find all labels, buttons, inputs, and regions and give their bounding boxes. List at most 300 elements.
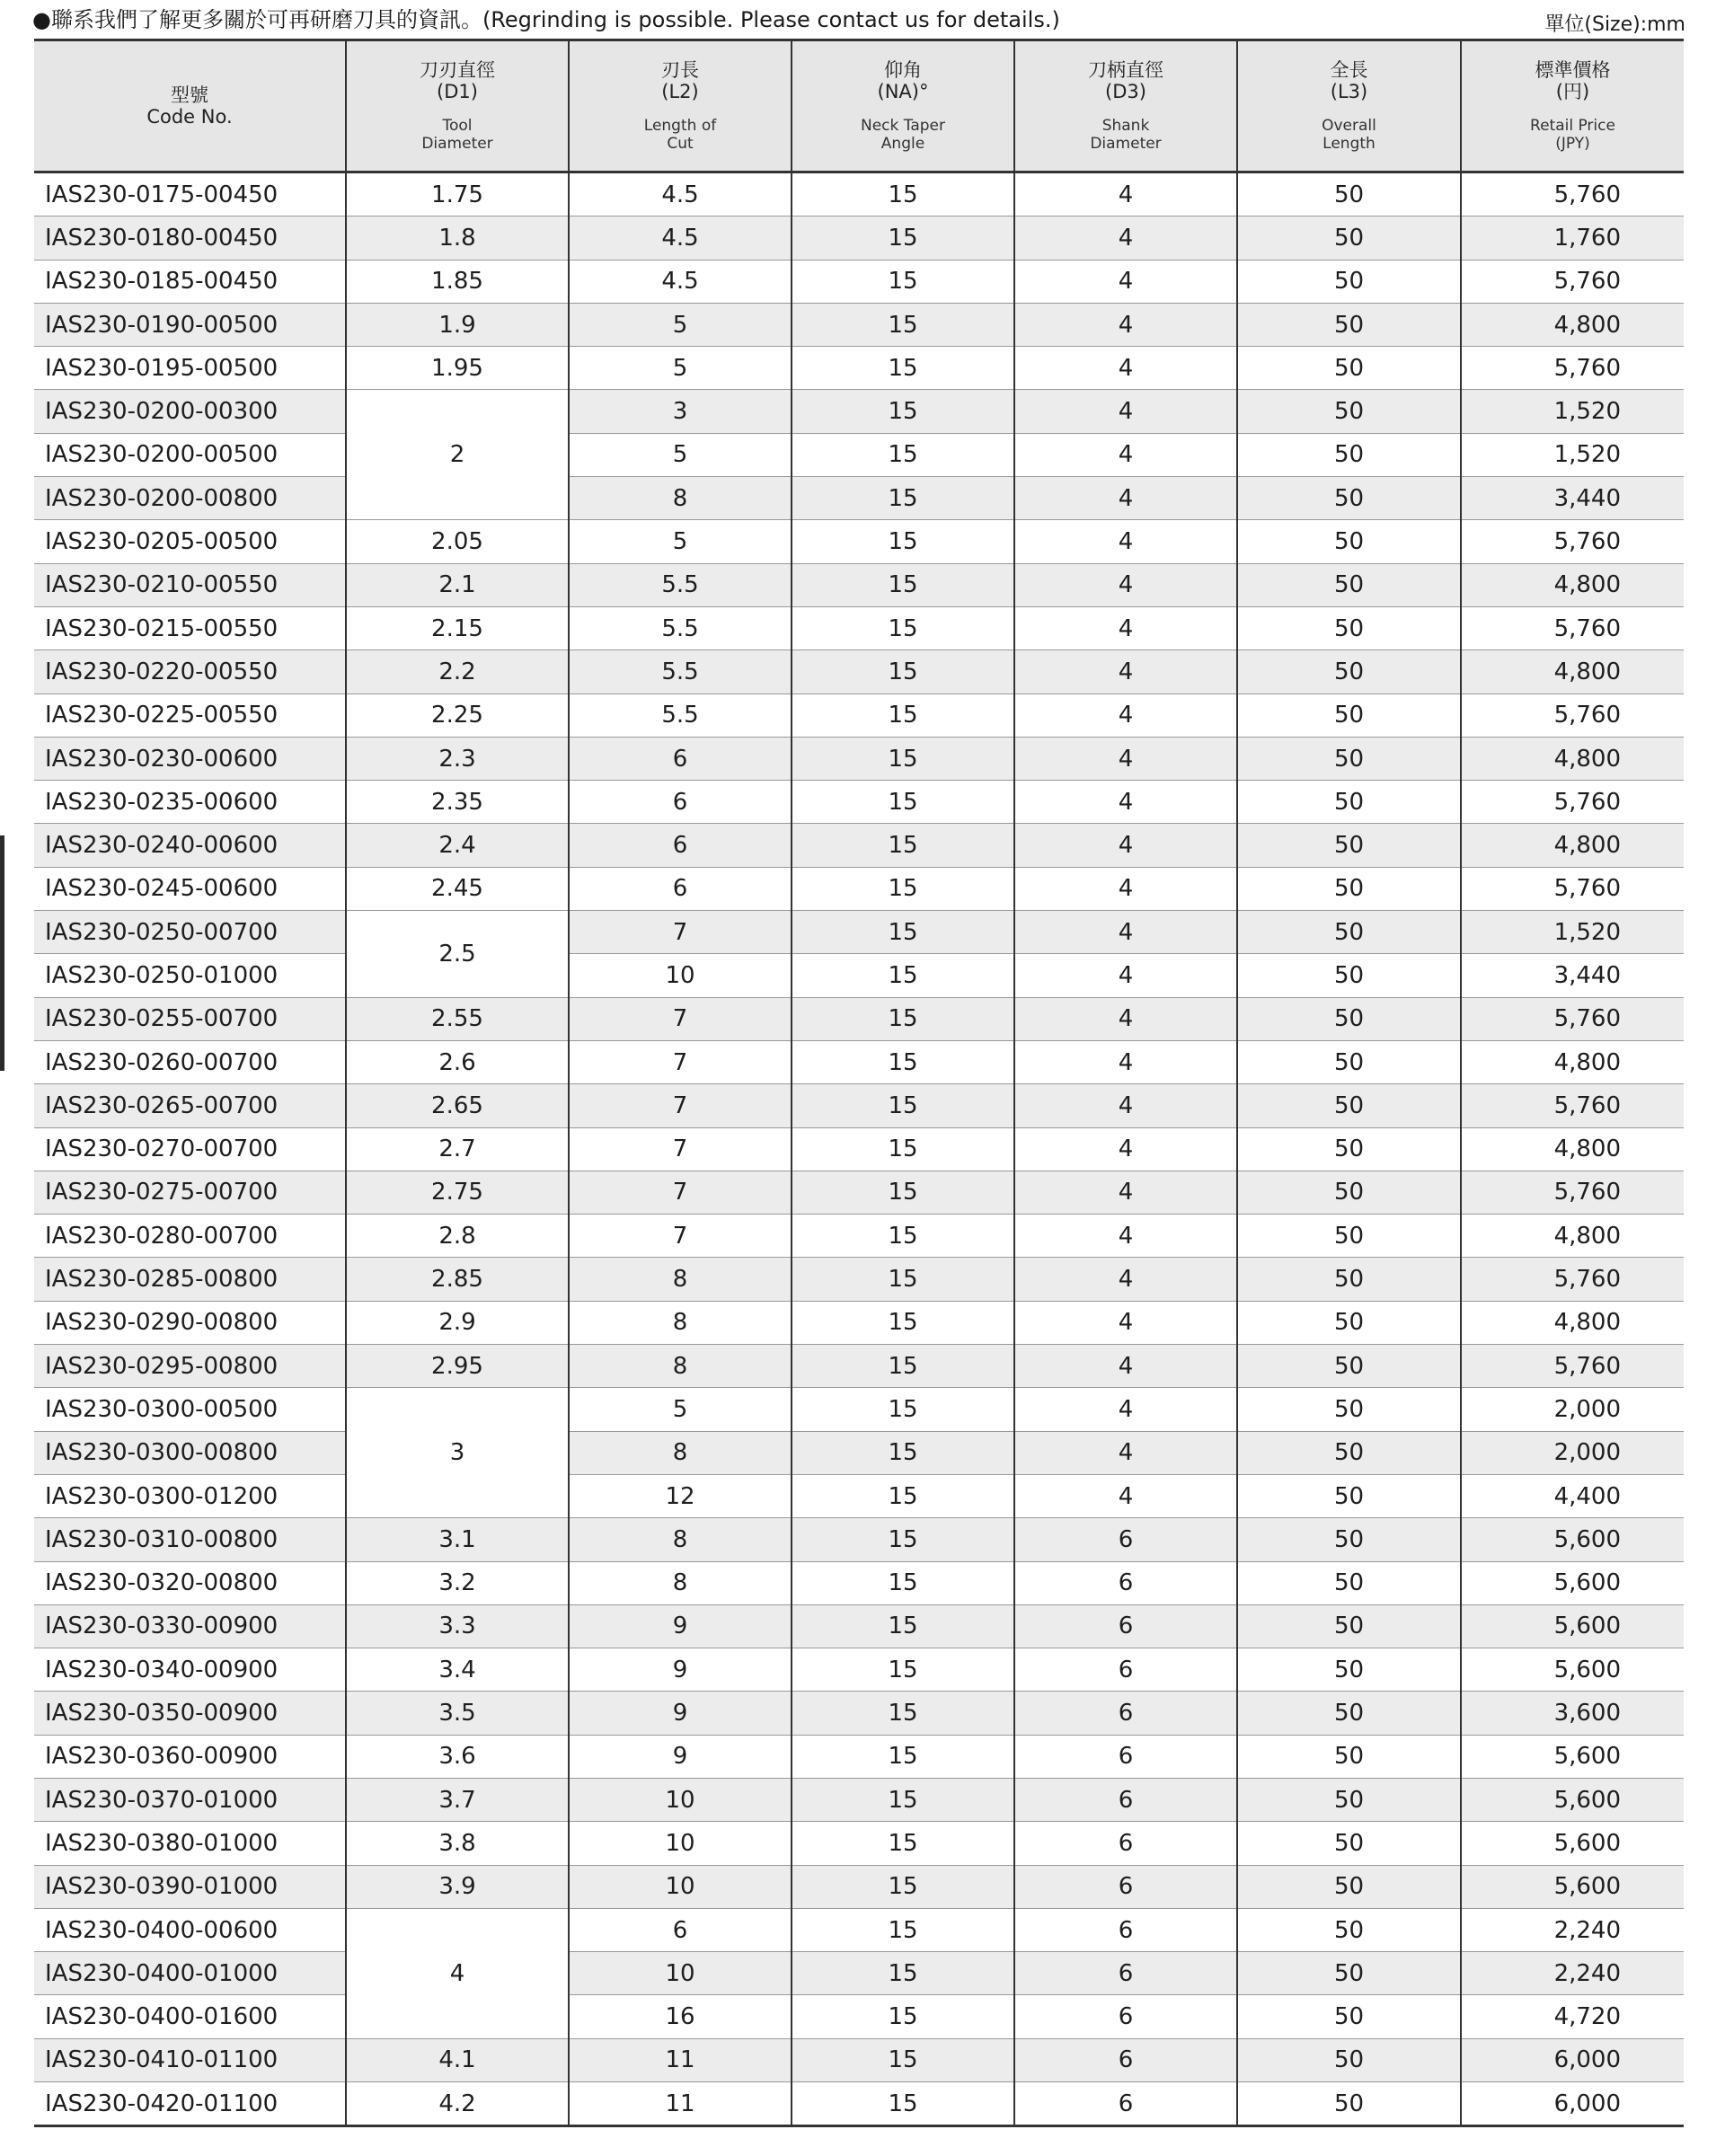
cell-retail-price: 4,800 [1461,650,1684,694]
cell-code-no: IAS230-0205-00500 [34,520,346,563]
cell-tool-diameter: 3.5 [346,1692,569,1735]
cell-neck-taper-angle: 15 [792,1084,1014,1127]
cell-length-of-cut: 8 [569,1258,792,1301]
cell-overall-length: 50 [1237,781,1461,824]
cell-neck-taper-angle: 15 [792,1995,1014,2038]
cell-overall-length: 50 [1237,1865,1461,1908]
cell-overall-length: 50 [1237,1822,1461,1865]
cell-shank-diameter: 4 [1014,1084,1237,1127]
table-row [34,1215,1684,1258]
cell-shank-diameter: 6 [1014,1648,1237,1692]
cell-retail-price: 4,800 [1461,824,1684,867]
cell-length-of-cut: 11 [569,2082,792,2126]
cell-length-of-cut: 16 [569,1995,792,2038]
cell-code-no: IAS230-0390-01000 [34,1865,346,1908]
cell-shank-diameter: 6 [1014,2038,1237,2081]
cell-neck-taper-angle: 15 [792,954,1014,997]
cell-neck-taper-angle: 15 [792,1040,1014,1083]
cell-shank-diameter: 4 [1014,1171,1237,1214]
cell-retail-price: 5,600 [1461,1735,1684,1778]
cell-code-no: IAS230-0175-00450 [34,172,346,216]
table-row [34,1345,1684,1388]
table-row [34,911,1684,954]
cell-retail-price: 4,800 [1461,563,1684,606]
cell-overall-length: 50 [1237,1474,1461,1517]
header-overall-length [1237,40,1461,172]
cell-overall-length: 50 [1237,1648,1461,1692]
cell-overall-length: 50 [1237,1735,1461,1778]
cell-shank-diameter: 4 [1014,1474,1237,1517]
cell-code-no: IAS230-0300-00500 [34,1388,346,1431]
cell-retail-price: 5,760 [1461,694,1684,737]
cell-code-no: IAS230-0275-00700 [34,1171,346,1214]
table-row [34,650,1684,694]
cell-overall-length: 50 [1237,347,1461,390]
unit-label: 單位(Size):mm [1544,13,1685,36]
cell-code-no: IAS230-0245-00600 [34,867,346,910]
cell-retail-price: 5,760 [1461,867,1684,910]
cell-length-of-cut: 9 [569,1648,792,1692]
cell-neck-taper-angle: 15 [792,1215,1014,1258]
cell-overall-length: 50 [1237,694,1461,737]
table-row [34,1952,1684,1995]
cell-tool-diameter: 4 [346,1908,569,2038]
cell-length-of-cut: 8 [569,1431,792,1474]
cell-length-of-cut: 7 [569,997,792,1040]
cell-length-of-cut: 6 [569,1908,792,1951]
cell-overall-length: 50 [1237,1431,1461,1474]
cell-tool-diameter: 1.9 [346,303,569,346]
cell-tool-diameter: 2.7 [346,1127,569,1171]
table-row [34,694,1684,737]
table-row [34,737,1684,780]
cell-code-no: IAS230-0200-00300 [34,390,346,433]
cell-length-of-cut: 8 [569,1345,792,1388]
cell-retail-price: 5,760 [1461,172,1684,216]
cell-tool-diameter: 2.1 [346,563,569,606]
cell-overall-length: 50 [1237,2082,1461,2126]
cell-code-no: IAS230-0360-00900 [34,1735,346,1778]
cell-code-no: IAS230-0195-00500 [34,347,346,390]
header-sublabel: Shank Diameter [1090,117,1162,153]
cell-shank-diameter: 6 [1014,1561,1237,1604]
cell-code-no: IAS230-0290-00800 [34,1301,346,1344]
table-row [34,1865,1684,1908]
cell-length-of-cut: 7 [569,1171,792,1214]
cell-shank-diameter: 4 [1014,1345,1237,1388]
cell-neck-taper-angle: 15 [792,520,1014,563]
cell-neck-taper-angle: 15 [792,1604,1014,1648]
cell-overall-length: 50 [1237,997,1461,1040]
cell-code-no: IAS230-0370-01000 [34,1778,346,1821]
table-row [34,1431,1684,1474]
table-row [34,1084,1684,1127]
cell-tool-diameter: 2.15 [346,606,569,649]
cell-code-no: IAS230-0235-00600 [34,781,346,824]
cell-length-of-cut: 5.5 [569,650,792,694]
cell-tool-diameter: 2.8 [346,1215,569,1258]
cell-overall-length: 50 [1237,216,1461,260]
specification-table [34,39,1684,2127]
cell-tool-diameter: 3.9 [346,1865,569,1908]
cell-length-of-cut: 6 [569,824,792,867]
cell-length-of-cut: 7 [569,1127,792,1171]
cell-code-no: IAS230-0350-00900 [34,1692,346,1735]
cell-tool-diameter: 3.3 [346,1604,569,1648]
cell-overall-length: 50 [1237,1604,1461,1648]
cell-neck-taper-angle: 15 [792,1345,1014,1388]
cell-tool-diameter: 2.2 [346,650,569,694]
cell-overall-length: 50 [1237,1778,1461,1821]
cell-shank-diameter: 6 [1014,1908,1237,1951]
cell-neck-taper-angle: 15 [792,1258,1014,1301]
cell-code-no: IAS230-0200-00800 [34,477,346,520]
table-row [34,1908,1684,1951]
table-row [34,477,1684,520]
cell-neck-taper-angle: 15 [792,824,1014,867]
cell-overall-length: 50 [1237,1084,1461,1127]
cell-shank-diameter: 4 [1014,1388,1237,1431]
cell-overall-length: 50 [1237,1908,1461,1951]
cell-overall-length: 50 [1237,1040,1461,1083]
cell-shank-diameter: 4 [1014,433,1237,476]
cell-retail-price: 1,760 [1461,216,1684,260]
cell-code-no: IAS230-0200-00500 [34,433,346,476]
table-row [34,1040,1684,1083]
cell-neck-taper-angle: 15 [792,1865,1014,1908]
cell-neck-taper-angle: 15 [792,1778,1014,1821]
cell-shank-diameter: 4 [1014,347,1237,390]
cell-tool-diameter: 2.75 [346,1171,569,1214]
table-row [34,1474,1684,1517]
table-row [34,1648,1684,1692]
cell-retail-price: 5,600 [1461,1865,1684,1908]
cell-shank-diameter: 4 [1014,216,1237,260]
cell-overall-length: 50 [1237,824,1461,867]
cell-length-of-cut: 7 [569,1040,792,1083]
cell-shank-diameter: 6 [1014,1518,1237,1561]
cell-code-no: IAS230-0210-00550 [34,563,346,606]
cell-tool-diameter: 3.6 [346,1735,569,1778]
cell-shank-diameter: 4 [1014,737,1237,780]
header-label-en: (L2) [661,81,699,102]
cell-retail-price: 5,760 [1461,1258,1684,1301]
cell-length-of-cut: 9 [569,1692,792,1735]
cell-neck-taper-angle: 15 [792,1735,1014,1778]
cell-tool-diameter: 2.9 [346,1301,569,1344]
cell-neck-taper-angle: 15 [792,1171,1014,1214]
cell-neck-taper-angle: 15 [792,216,1014,260]
cell-neck-taper-angle: 15 [792,1692,1014,1735]
cell-shank-diameter: 4 [1014,1040,1237,1083]
cell-overall-length: 50 [1237,563,1461,606]
cell-shank-diameter: 4 [1014,867,1237,910]
cell-tool-diameter: 4.1 [346,2038,569,2081]
header-sublabel: Tool Diameter [421,117,493,153]
cell-overall-length: 50 [1237,1561,1461,1604]
header-label-jp: 標準價格 [1535,59,1611,81]
header-code-no [34,40,346,172]
cell-code-no: IAS230-0265-00700 [34,1084,346,1127]
regrinding-note: ●聯系我們了解更多關於可再研磨刀具的資訊。(Regrinding is possible. Please contact us for details.) [32,7,1060,32]
cell-shank-diameter: 4 [1014,911,1237,954]
cell-length-of-cut: 12 [569,1474,792,1517]
cell-neck-taper-angle: 15 [792,390,1014,433]
header-label-en: (L3) [1330,81,1368,102]
cell-code-no: IAS230-0410-01100 [34,2038,346,2081]
cell-retail-price: 5,760 [1461,260,1684,303]
cell-retail-price: 3,440 [1461,954,1684,997]
table-row [34,563,1684,606]
cell-code-no: IAS230-0225-00550 [34,694,346,737]
cell-retail-price: 5,760 [1461,606,1684,649]
cell-tool-diameter: 3 [346,1388,569,1518]
header-label-en: (D3) [1105,81,1146,102]
cell-tool-diameter: 3.4 [346,1648,569,1692]
cell-length-of-cut: 9 [569,1735,792,1778]
cell-neck-taper-angle: 15 [792,781,1014,824]
cell-code-no: IAS230-0400-00600 [34,1908,346,1951]
header-shank-diameter [1014,40,1237,172]
cell-retail-price: 1,520 [1461,433,1684,476]
cell-length-of-cut: 4.5 [569,172,792,216]
table-row [34,172,1684,216]
table-row [34,1692,1684,1735]
cell-shank-diameter: 4 [1014,997,1237,1040]
side-tab-marker [0,835,4,1071]
cell-code-no: IAS230-0330-00900 [34,1604,346,1648]
cell-length-of-cut: 6 [569,737,792,780]
cell-overall-length: 50 [1237,1127,1461,1171]
cell-length-of-cut: 5.5 [569,563,792,606]
cell-overall-length: 50 [1237,1301,1461,1344]
cell-length-of-cut: 10 [569,1822,792,1865]
cell-retail-price: 2,240 [1461,1952,1684,1995]
cell-code-no: IAS230-0250-00700 [34,911,346,954]
header-label-jp: 仰角 [884,59,922,81]
table-row [34,1604,1684,1648]
cell-neck-taper-angle: 15 [792,172,1014,216]
cell-length-of-cut: 10 [569,954,792,997]
cell-length-of-cut: 5 [569,303,792,346]
cell-code-no: IAS230-0285-00800 [34,1258,346,1301]
cell-tool-diameter: 3.2 [346,1561,569,1604]
cell-neck-taper-angle: 15 [792,2082,1014,2126]
cell-retail-price: 5,600 [1461,1518,1684,1561]
cell-length-of-cut: 5.5 [569,606,792,649]
cell-overall-length: 50 [1237,172,1461,216]
table-row [34,1822,1684,1865]
cell-overall-length: 50 [1237,737,1461,780]
header-neck-taper-angle [792,40,1014,172]
cell-length-of-cut: 11 [569,2038,792,2081]
cell-shank-diameter: 4 [1014,650,1237,694]
cell-neck-taper-angle: 15 [792,1822,1014,1865]
cell-code-no: IAS230-0340-00900 [34,1648,346,1692]
cell-shank-diameter: 4 [1014,781,1237,824]
cell-tool-diameter: 2.85 [346,1258,569,1301]
header-label-en: (D1) [437,81,478,102]
header-row [34,40,1684,172]
cell-length-of-cut: 5 [569,520,792,563]
cell-retail-price: 5,600 [1461,1648,1684,1692]
cell-code-no: IAS230-0270-00700 [34,1127,346,1171]
cell-overall-length: 50 [1237,477,1461,520]
cell-tool-diameter: 1.75 [346,172,569,216]
cell-neck-taper-angle: 15 [792,260,1014,303]
cell-shank-diameter: 4 [1014,1431,1237,1474]
cell-code-no: IAS230-0310-00800 [34,1518,346,1561]
cell-tool-diameter: 2.55 [346,997,569,1040]
table-row [34,1127,1684,1171]
cell-retail-price: 2,000 [1461,1431,1684,1474]
table-row [34,1518,1684,1561]
cell-code-no: IAS230-0250-01000 [34,954,346,997]
cell-code-no: IAS230-0215-00550 [34,606,346,649]
cell-retail-price: 4,800 [1461,303,1684,346]
cell-retail-price: 3,600 [1461,1692,1684,1735]
cell-shank-diameter: 4 [1014,1258,1237,1301]
cell-code-no: IAS230-0185-00450 [34,260,346,303]
cell-length-of-cut: 10 [569,1778,792,1821]
cell-neck-taper-angle: 15 [792,1127,1014,1171]
header-length-of-cut [569,40,792,172]
table-row [34,303,1684,346]
cell-shank-diameter: 4 [1014,1127,1237,1171]
cell-code-no: IAS230-0400-01000 [34,1952,346,1995]
cell-neck-taper-angle: 15 [792,2038,1014,2081]
cell-retail-price: 5,600 [1461,1778,1684,1821]
cell-tool-diameter: 2.3 [346,737,569,780]
header-label-jp: 刀刃直徑 [420,59,495,81]
cell-length-of-cut: 3 [569,390,792,433]
cell-length-of-cut: 5 [569,347,792,390]
cell-overall-length: 50 [1237,1952,1461,1995]
cell-shank-diameter: 4 [1014,824,1237,867]
header-sublabel: Neck Taper Angle [861,117,945,153]
table-body [34,172,1684,2126]
cell-shank-diameter: 4 [1014,694,1237,737]
cell-neck-taper-angle: 15 [792,1388,1014,1431]
cell-neck-taper-angle: 15 [792,997,1014,1040]
table-row [34,390,1684,433]
cell-shank-diameter: 4 [1014,172,1237,216]
table-row [34,433,1684,476]
cell-length-of-cut: 4.5 [569,260,792,303]
cell-neck-taper-angle: 15 [792,911,1014,954]
cell-length-of-cut: 6 [569,867,792,910]
cell-neck-taper-angle: 15 [792,1431,1014,1474]
cell-code-no: IAS230-0400-01600 [34,1995,346,2038]
cell-overall-length: 50 [1237,867,1461,910]
cell-retail-price: 4,800 [1461,737,1684,780]
cell-overall-length: 50 [1237,1995,1461,2038]
cell-overall-length: 50 [1237,1692,1461,1735]
cell-code-no: IAS230-0280-00700 [34,1215,346,1258]
cell-overall-length: 50 [1237,650,1461,694]
cell-length-of-cut: 8 [569,477,792,520]
cell-code-no: IAS230-0230-00600 [34,737,346,780]
header-label-en: Code No. [146,106,233,128]
header-sublabel: Length of Cut [643,117,717,153]
cell-shank-diameter: 4 [1014,1215,1237,1258]
cell-overall-length: 50 [1237,1171,1461,1214]
cell-tool-diameter: 2.35 [346,781,569,824]
cell-tool-diameter: 2.05 [346,520,569,563]
cell-shank-diameter: 4 [1014,477,1237,520]
cell-neck-taper-angle: 15 [792,694,1014,737]
cell-overall-length: 50 [1237,954,1461,997]
cell-neck-taper-angle: 15 [792,347,1014,390]
cell-tool-diameter: 3.7 [346,1778,569,1821]
cell-tool-diameter: 3.8 [346,1822,569,1865]
cell-tool-diameter: 2.25 [346,694,569,737]
cell-shank-diameter: 6 [1014,1995,1237,2038]
table-row [34,347,1684,390]
cell-overall-length: 50 [1237,606,1461,649]
cell-length-of-cut: 7 [569,911,792,954]
cell-tool-diameter: 1.85 [346,260,569,303]
cell-shank-diameter: 6 [1014,1865,1237,1908]
cell-retail-price: 2,240 [1461,1908,1684,1951]
cell-neck-taper-angle: 15 [792,1474,1014,1517]
cell-neck-taper-angle: 15 [792,1518,1014,1561]
table-row [34,1561,1684,1604]
table-row [34,1388,1684,1431]
table-row [34,260,1684,303]
cell-length-of-cut: 5 [569,1388,792,1431]
cell-shank-diameter: 6 [1014,1822,1237,1865]
cell-overall-length: 50 [1237,1518,1461,1561]
cell-code-no: IAS230-0255-00700 [34,997,346,1040]
cell-retail-price: 4,800 [1461,1040,1684,1083]
table-row [34,867,1684,910]
header-label-jp: 全長 [1330,59,1368,81]
cell-shank-diameter: 6 [1014,1735,1237,1778]
cell-retail-price: 5,760 [1461,781,1684,824]
table-row [34,2038,1684,2081]
cell-code-no: IAS230-0295-00800 [34,1345,346,1388]
cell-length-of-cut: 6 [569,781,792,824]
cell-tool-diameter: 2.6 [346,1040,569,1083]
cell-overall-length: 50 [1237,2038,1461,2081]
cell-overall-length: 50 [1237,520,1461,563]
cell-neck-taper-angle: 15 [792,1561,1014,1604]
cell-code-no: IAS230-0420-01100 [34,2082,346,2126]
table-header [34,40,1684,172]
cell-shank-diameter: 6 [1014,1692,1237,1735]
cell-neck-taper-angle: 15 [792,650,1014,694]
cell-retail-price: 4,400 [1461,1474,1684,1517]
cell-neck-taper-angle: 15 [792,1301,1014,1344]
cell-retail-price: 4,800 [1461,1301,1684,1344]
table-row [34,954,1684,997]
table-row [34,1735,1684,1778]
cell-retail-price: 6,000 [1461,2082,1684,2126]
cell-neck-taper-angle: 15 [792,867,1014,910]
cell-retail-price: 5,760 [1461,997,1684,1040]
cell-retail-price: 5,760 [1461,1171,1684,1214]
cell-neck-taper-angle: 15 [792,737,1014,780]
cell-shank-diameter: 4 [1014,954,1237,997]
cell-tool-diameter: 2.4 [346,824,569,867]
cell-tool-diameter: 4.2 [346,2082,569,2126]
cell-code-no: IAS230-0190-00500 [34,303,346,346]
header-sublabel: Retail Price (JPY) [1530,117,1615,153]
header-label-jp: 刃長 [661,59,699,81]
cell-length-of-cut: 8 [569,1301,792,1344]
header-label-jp: 刀柄直徑 [1088,59,1163,81]
